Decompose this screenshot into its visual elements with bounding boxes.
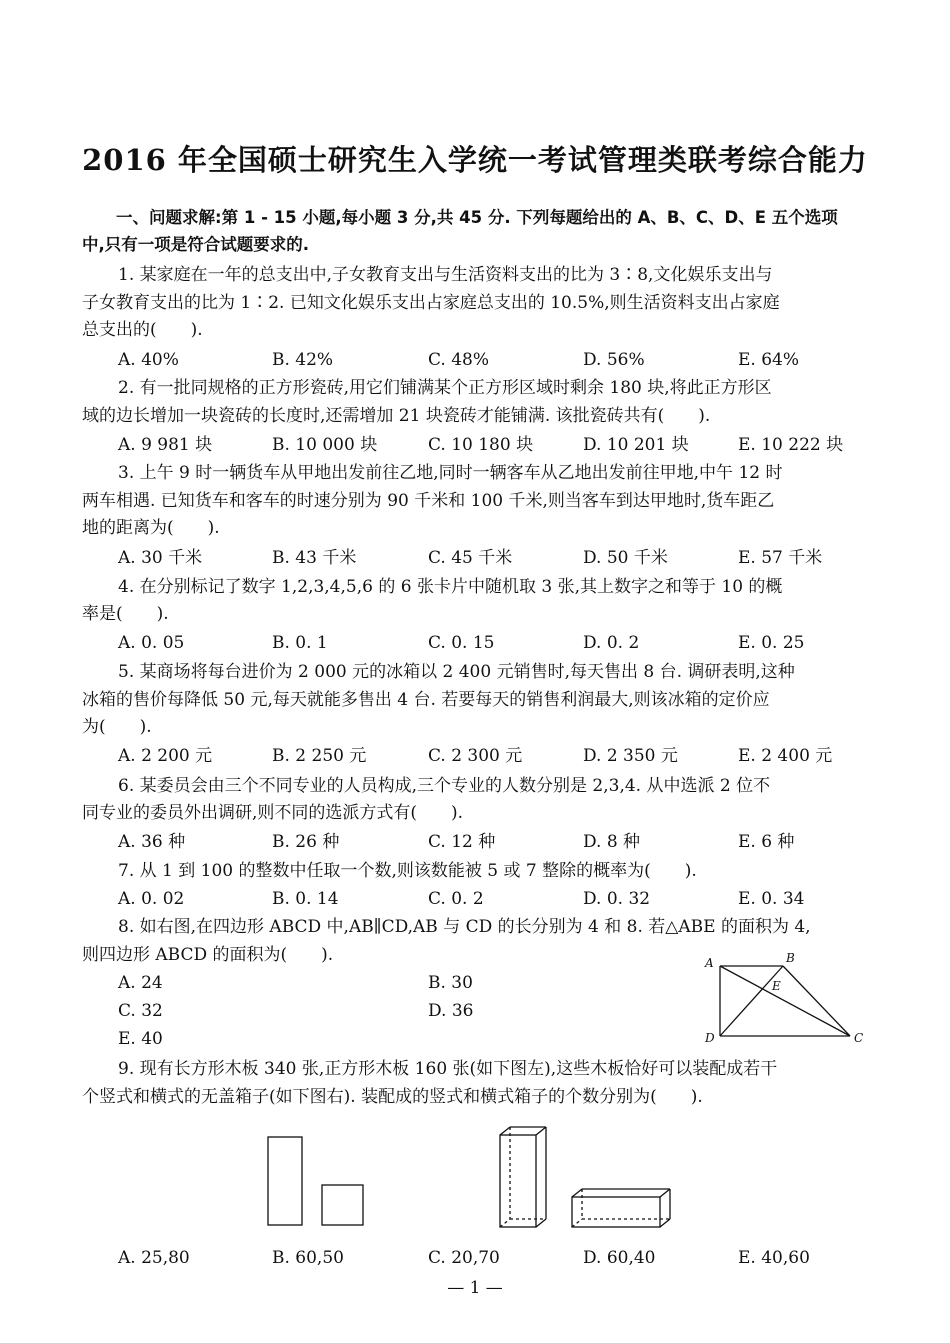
- question-8-option-c[interactable]: C. 32: [118, 1001, 163, 1021]
- question-6-option-a[interactable]: A. 36 种: [118, 832, 186, 852]
- label-b: B: [786, 951, 795, 965]
- question-3-line-1: 3. 上午 9 时一辆货车从甲地出发前往乙地,同时一辆客车从乙地出发前往甲地,中午 12 时: [118, 463, 783, 483]
- section-heading-line-2: 中,只有一项是符合试题要求的.: [82, 235, 310, 254]
- question-9-line-1: 9. 现有长方形木板 340 张,正方形木板 160 张(如下图左),这些木板恰好可以装配成若干: [118, 1059, 778, 1079]
- question-1-line-2: 子女教育支出的比为 1∶2. 已知文化娱乐支出占家庭总支出的 10.5%,则生活资料支出占家庭: [82, 293, 780, 313]
- question-2-option-b[interactable]: B. 10 000 块: [272, 435, 378, 455]
- section-heading: [82, 204, 867, 258]
- question-8-line-1: 8. 如右图,在四边形 ABCD 中,AB∥CD,AB 与 CD 的长分别为 4 和 8. 若△ABE 的面积为 4,: [118, 917, 811, 937]
- question-4-option-c[interactable]: C. 0. 15: [428, 633, 495, 653]
- question-4-option-b[interactable]: B. 0. 1: [272, 633, 328, 653]
- question-4-option-a[interactable]: A. 0. 05: [118, 633, 185, 653]
- diagonal-bd: [720, 966, 783, 1036]
- question-1-line-1: 1. 某家庭在一年的总支出中,子女教育支出与生活资料支出的比为 3∶8,文化娱乐支出与: [118, 265, 773, 285]
- question-7-option-c[interactable]: C. 0. 2: [428, 889, 484, 909]
- question-8-option-a[interactable]: A. 24: [118, 973, 163, 993]
- question-5-line-3: 为( ).: [82, 717, 152, 737]
- label-e: E: [772, 979, 781, 993]
- question-9-option-d[interactable]: D. 60,40: [583, 1248, 656, 1268]
- question-5-option-e[interactable]: E. 2 400 元: [738, 746, 833, 766]
- question-5-line-1: 5. 某商场将每台进价为 2 000 元的冰箱以 2 400 元销售时,每天售出 8 台. 调研表明,这种: [118, 662, 795, 682]
- question-6-option-b[interactable]: B. 26 种: [272, 832, 340, 852]
- question-1-option-a[interactable]: A. 40%: [118, 350, 179, 370]
- rectangular-board: [268, 1137, 302, 1225]
- question-8-option-b[interactable]: B. 30: [428, 973, 473, 993]
- question-6-option-d[interactable]: D. 8 种: [583, 832, 641, 852]
- question-6-line-1: 6. 某委员会由三个不同专业的人员构成,三个专业的人数分别是 2,3,4. 从中选派 2 位不: [118, 776, 771, 796]
- question-9-option-c[interactable]: C. 20,70: [428, 1248, 500, 1268]
- question-7-line-1: 7. 从 1 到 100 的整数中任取一个数,则该数能被 5 或 7 整除的概率为( ).: [118, 861, 697, 881]
- vertical-box: [500, 1127, 546, 1227]
- question-2-line-2: 域的边长增加一块瓷砖的长度时,还需增加 21 块瓷砖才能铺满. 该批瓷砖共有( ).: [82, 406, 711, 426]
- question-8-option-d[interactable]: D. 36: [428, 1001, 474, 1021]
- question-3-option-e[interactable]: E. 57 千米: [738, 548, 823, 568]
- boards-and-boxes-figure: [260, 1125, 680, 1237]
- horizontal-box: [572, 1189, 670, 1227]
- question-6-line-2: 同专业的委员外出调研,则不同的选派方式有( ).: [82, 803, 464, 823]
- question-3-line-3: 地的距离为( ).: [82, 518, 220, 538]
- question-1-option-d[interactable]: D. 56%: [583, 350, 645, 370]
- question-5-option-a[interactable]: A. 2 200 元: [118, 746, 213, 766]
- question-1-option-c[interactable]: C. 48%: [428, 350, 489, 370]
- question-3-option-b[interactable]: B. 43 千米: [272, 548, 357, 568]
- square-board: [322, 1185, 363, 1225]
- question-2-line-1: 2. 有一批同规格的正方形瓷砖,用它们铺满某个正方形区域时剩余 180 块,将此正方形区: [118, 378, 772, 398]
- question-6-option-c[interactable]: C. 12 种: [428, 832, 496, 852]
- question-3-option-d[interactable]: D. 50 千米: [583, 548, 668, 568]
- question-4-option-d[interactable]: D. 0. 2: [583, 633, 640, 653]
- question-2-option-c[interactable]: C. 10 180 块: [428, 435, 534, 455]
- label-c: C: [854, 1031, 864, 1045]
- question-9-option-b[interactable]: B. 60,50: [272, 1248, 344, 1268]
- segment-bc: [783, 966, 850, 1036]
- question-5-option-c[interactable]: C. 2 300 元: [428, 746, 523, 766]
- question-3-option-c[interactable]: C. 45 千米: [428, 548, 513, 568]
- question-2-option-d[interactable]: D. 10 201 块: [583, 435, 689, 455]
- question-7-option-b[interactable]: B. 0. 14: [272, 889, 339, 909]
- question-9-option-a[interactable]: A. 25,80: [118, 1248, 190, 1268]
- question-6-option-e[interactable]: E. 6 种: [738, 832, 795, 852]
- question-4-line-1: 4. 在分别标记了数字 1,2,3,4,5,6 的 6 张卡片中随机取 3 张,其上数字之和等于 10 的概: [118, 577, 783, 597]
- question-4-line-2: 率是( ).: [82, 604, 169, 624]
- question-3-option-a[interactable]: A. 30 千米: [118, 548, 203, 568]
- question-1-option-e[interactable]: E. 64%: [738, 350, 800, 370]
- section-heading-line-1: 一、问题求解:第 1 - 15 小题,每小题 3 分,共 45 分. 下列每题给出的 A、B、C、D、E 五个选项: [116, 208, 838, 227]
- question-3-line-2: 两车相遇. 已知货车和客车的时速分别为 90 千米和 100 千米,则当客车到达甲地时,货车距乙: [82, 491, 775, 511]
- question-9-option-e[interactable]: E. 40,60: [738, 1248, 810, 1268]
- question-8-option-e[interactable]: E. 40: [118, 1029, 163, 1049]
- question-2-option-a[interactable]: A. 9 981 块: [118, 435, 213, 455]
- question-5-option-d[interactable]: D. 2 350 元: [583, 746, 678, 766]
- diagonal-ac: [720, 966, 850, 1036]
- trapezoid-figure: [700, 950, 870, 1050]
- question-7-option-a[interactable]: A. 0. 02: [118, 889, 185, 909]
- page-title: 2016 年全国硕士研究生入学统一考试管理类联考综合能力: [82, 143, 868, 177]
- question-2-option-e[interactable]: E. 10 222 块: [738, 435, 844, 455]
- question-5-option-b[interactable]: B. 2 250 元: [272, 746, 367, 766]
- question-1-option-b[interactable]: B. 42%: [272, 350, 334, 370]
- question-7-option-d[interactable]: D. 0. 32: [583, 889, 651, 909]
- question-1-line-3: 总支出的( ).: [82, 320, 203, 340]
- question-9-line-2: 个竖式和横式的无盖箱子(如下图右). 装配成的竖式和横式箱子的个数分别为( ).: [82, 1087, 703, 1107]
- question-8-line-2: 则四边形 ABCD 的面积为( ).: [82, 945, 334, 965]
- label-d: D: [705, 1031, 715, 1045]
- question-4-option-e[interactable]: E. 0. 25: [738, 633, 805, 653]
- page-number: — 1 —: [447, 1278, 503, 1298]
- label-a: A: [705, 956, 714, 970]
- question-5-line-2: 冰箱的售价每降低 50 元,每天就能多售出 4 台. 若要每天的销售利润最大,则该冰箱的定价应: [82, 690, 770, 710]
- question-7-option-e[interactable]: E. 0. 34: [738, 889, 805, 909]
